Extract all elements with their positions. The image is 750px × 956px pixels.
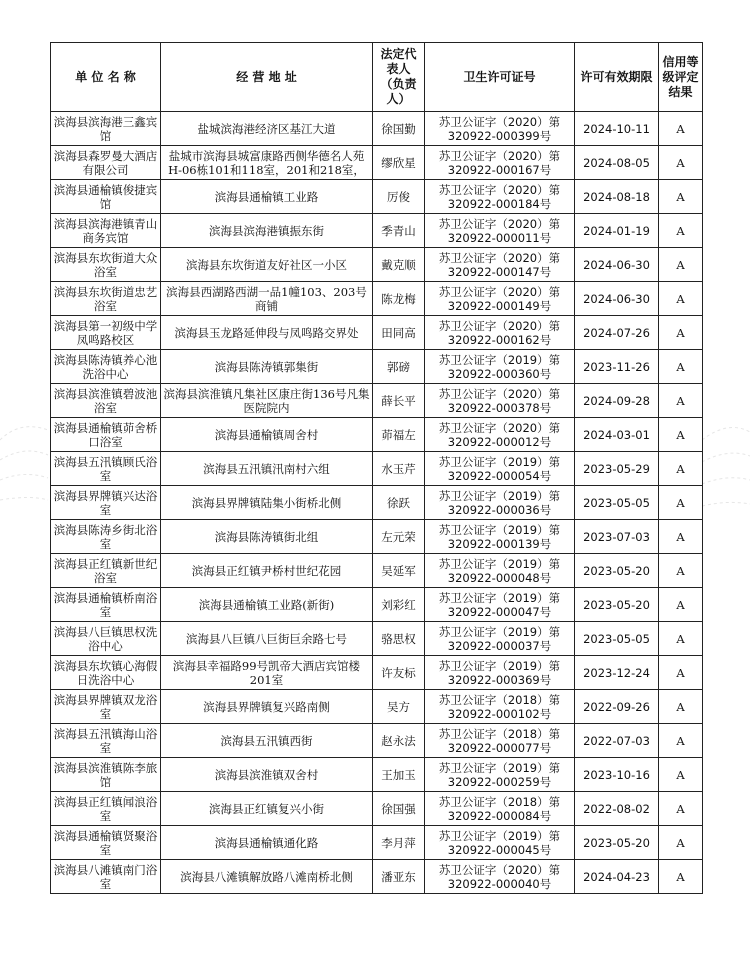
credit-grade-cell: A — [659, 248, 703, 282]
legal-person-cell: 左元荣 — [373, 520, 425, 554]
expiry-date-cell: 2023-05-20 — [575, 588, 659, 622]
unit-name-cell: 滨海县通榆镇桥南浴室 — [51, 588, 161, 622]
credit-grade-cell: A — [659, 758, 703, 792]
header-credit-grade: 信用等级评定结果 — [659, 43, 703, 112]
address-cell: 盐城滨海港经济区基江大道 — [161, 112, 373, 146]
table-row — [51, 214, 703, 248]
unit-name-cell: 滨海县八滩镇南门浴室 — [51, 860, 161, 894]
expiry-date-cell: 2023-12-24 — [575, 656, 659, 690]
legal-person-cell: 徐国勤 — [373, 112, 425, 146]
credit-grade-cell: A — [659, 724, 703, 758]
table-row — [51, 384, 703, 418]
expiry-date-cell: 2024-01-19 — [575, 214, 659, 248]
expiry-date-cell: 2023-05-05 — [575, 486, 659, 520]
credit-grade-cell: A — [659, 418, 703, 452]
expiry-date-cell: 2024-08-05 — [575, 146, 659, 180]
license-number-cell: 苏卫公证字（2019）第320922-000037号 — [425, 622, 575, 656]
legal-person-cell: 吴延军 — [373, 554, 425, 588]
table-row — [51, 690, 703, 724]
address-cell: 滨海县滨淮镇双舍村 — [161, 758, 373, 792]
unit-name-cell: 滨海县通榆镇贤聚浴室 — [51, 826, 161, 860]
unit-name-cell: 滨海县滨海港三鑫宾馆 — [51, 112, 161, 146]
expiry-date-cell: 2024-09-28 — [575, 384, 659, 418]
license-number-cell: 苏卫公证字（2018）第320922-000084号 — [425, 792, 575, 826]
expiry-date-cell: 2023-05-29 — [575, 452, 659, 486]
header-license-number: 卫生许可证号 — [425, 43, 575, 112]
expiry-date-cell: 2022-07-03 — [575, 724, 659, 758]
unit-name-cell: 滨海县东坎镇心海假日洗浴中心 — [51, 656, 161, 690]
unit-name-cell: 滨海县五汛镇顾氏浴室 — [51, 452, 161, 486]
address-cell: 滨海县正红镇复兴小街 — [161, 792, 373, 826]
table-row — [51, 622, 703, 656]
table-row — [51, 792, 703, 826]
expiry-date-cell: 2023-05-20 — [575, 554, 659, 588]
credit-grade-cell: A — [659, 622, 703, 656]
address-cell: 滨海县通榆镇周舍村 — [161, 418, 373, 452]
expiry-date-cell: 2024-07-26 — [575, 316, 659, 350]
unit-name-cell: 滨海县五汛镇海山浴室 — [51, 724, 161, 758]
address-cell: 滨海县通榆镇工业路(新街) — [161, 588, 373, 622]
table-header-row — [51, 43, 703, 112]
expiry-date-cell: 2022-08-02 — [575, 792, 659, 826]
table-row — [51, 418, 703, 452]
credit-grade-cell: A — [659, 520, 703, 554]
license-number-cell: 苏卫公证字（2018）第320922-000102号 — [425, 690, 575, 724]
license-number-cell: 苏卫公证字（2020）第320922-000162号 — [425, 316, 575, 350]
legal-person-cell: 刘彩红 — [373, 588, 425, 622]
unit-name-cell: 滨海县滨海港镇青山商务宾馆 — [51, 214, 161, 248]
expiry-date-cell: 2024-03-01 — [575, 418, 659, 452]
expiry-date-cell: 2023-11-26 — [575, 350, 659, 384]
unit-name-cell: 滨海县正红镇闻浪浴室 — [51, 792, 161, 826]
credit-grade-cell: A — [659, 350, 703, 384]
table-row — [51, 554, 703, 588]
address-cell: 滨海县陈涛镇街北组 — [161, 520, 373, 554]
legal-person-cell: 吴方 — [373, 690, 425, 724]
license-number-cell: 苏卫公证字（2019）第320922-000369号 — [425, 656, 575, 690]
unit-name-cell: 滨海县界牌镇双龙浴室 — [51, 690, 161, 724]
expiry-date-cell: 2023-10-16 — [575, 758, 659, 792]
table-row — [51, 452, 703, 486]
credit-grade-cell: A — [659, 860, 703, 894]
legal-person-cell: 赵永法 — [373, 724, 425, 758]
unit-name-cell: 滨海县东坎街道大众浴室 — [51, 248, 161, 282]
address-cell: 滨海县八巨镇八巨街巨余路七号 — [161, 622, 373, 656]
unit-name-cell: 滨海县通榆镇俊捷宾馆 — [51, 180, 161, 214]
credit-grade-cell: A — [659, 316, 703, 350]
address-cell: 滨海县界牌镇陆集小街桥北侧 — [161, 486, 373, 520]
header-address: 经 营 地 址 — [161, 43, 373, 112]
legal-person-cell: 郭磅 — [373, 350, 425, 384]
table-row — [51, 724, 703, 758]
expiry-date-cell: 2024-04-23 — [575, 860, 659, 894]
license-number-cell: 苏卫公证字（2020）第320922-000011号 — [425, 214, 575, 248]
legal-person-cell: 王加玉 — [373, 758, 425, 792]
legal-person-cell: 田同高 — [373, 316, 425, 350]
address-cell: 滨海县五汛镇汛南村六组 — [161, 452, 373, 486]
table-row — [51, 656, 703, 690]
address-cell: 滨海县滨海港镇振东街 — [161, 214, 373, 248]
license-number-cell: 苏卫公证字（2020）第320922-000399号 — [425, 112, 575, 146]
table-row — [51, 860, 703, 894]
address-cell: 滨海县滨淮镇凡集社区康庄街136号凡集医院院内 — [161, 384, 373, 418]
unit-name-cell: 滨海县森罗曼大酒店有限公司 — [51, 146, 161, 180]
legal-person-cell: 戴克顺 — [373, 248, 425, 282]
credit-grade-cell: A — [659, 826, 703, 860]
unit-name-cell: 滨海县滨淮镇陈李旅馆 — [51, 758, 161, 792]
credit-grade-cell: A — [659, 656, 703, 690]
header-legal-person: 法定代表人（负责人） — [373, 43, 425, 112]
license-number-cell: 苏卫公证字（2019）第320922-000045号 — [425, 826, 575, 860]
legal-person-cell: 潘亚东 — [373, 860, 425, 894]
expiry-date-cell: 2024-10-11 — [575, 112, 659, 146]
table-row — [51, 282, 703, 316]
unit-name-cell: 滨海县通榆镇茆舍桥口浴室 — [51, 418, 161, 452]
address-cell: 滨海县八滩镇解放路八滩南桥北侧 — [161, 860, 373, 894]
health-license-credit-table — [50, 42, 703, 894]
address-cell: 滨海县通榆镇工业路 — [161, 180, 373, 214]
address-cell: 滨海县幸福路99号凯帝大酒店宾馆楼201室 — [161, 656, 373, 690]
table-row — [51, 486, 703, 520]
legal-person-cell: 季青山 — [373, 214, 425, 248]
credit-grade-cell: A — [659, 690, 703, 724]
unit-name-cell: 滨海县第一初级中学凤鸣路校区 — [51, 316, 161, 350]
legal-person-cell: 徐跃 — [373, 486, 425, 520]
license-number-cell: 苏卫公证字（2020）第320922-000149号 — [425, 282, 575, 316]
unit-name-cell: 滨海县陈涛乡街北浴室 — [51, 520, 161, 554]
table-row — [51, 180, 703, 214]
legal-person-cell: 水玉芹 — [373, 452, 425, 486]
legal-person-cell: 徐国强 — [373, 792, 425, 826]
table-row — [51, 588, 703, 622]
header-unit-name: 单 位 名 称 — [51, 43, 161, 112]
credit-grade-cell: A — [659, 112, 703, 146]
credit-grade-cell: A — [659, 214, 703, 248]
credit-grade-cell: A — [659, 146, 703, 180]
unit-name-cell: 滨海县界牌镇兴达浴室 — [51, 486, 161, 520]
credit-grade-cell: A — [659, 452, 703, 486]
address-cell: 滨海县正红镇尹桥村世纪花园 — [161, 554, 373, 588]
legal-person-cell: 许友标 — [373, 656, 425, 690]
address-cell: 滨海县东坎街道友好社区一小区 — [161, 248, 373, 282]
address-cell: 滨海县通榆镇通化路 — [161, 826, 373, 860]
license-number-cell: 苏卫公证字（2020）第320922-000012号 — [425, 418, 575, 452]
legal-person-cell: 陈龙梅 — [373, 282, 425, 316]
expiry-date-cell: 2024-08-18 — [575, 180, 659, 214]
table-row — [51, 758, 703, 792]
expiry-date-cell: 2023-05-05 — [575, 622, 659, 656]
credit-grade-cell: A — [659, 180, 703, 214]
unit-name-cell: 滨海县八巨镇思权洗浴中心 — [51, 622, 161, 656]
license-number-cell: 苏卫公证字（2019）第320922-000047号 — [425, 588, 575, 622]
unit-name-cell: 滨海县陈涛镇养心池洗浴中心 — [51, 350, 161, 384]
license-number-cell: 苏卫公证字（2019）第320922-000054号 — [425, 452, 575, 486]
address-cell: 滨海县界牌镇复兴路南侧 — [161, 690, 373, 724]
license-number-cell: 苏卫公证字（2019）第320922-000259号 — [425, 758, 575, 792]
table-row — [51, 826, 703, 860]
unit-name-cell: 滨海县东坎街道忠艺浴室 — [51, 282, 161, 316]
address-cell: 滨海县西湖路西湖一品1幢103、203号商铺 — [161, 282, 373, 316]
license-number-cell: 苏卫公证字（2020）第320922-000378号 — [425, 384, 575, 418]
address-cell: 盐城市滨海县城富康路西侧华德名人苑H-06栋101和118室，201和218室， — [161, 146, 373, 180]
expiry-date-cell: 2023-07-03 — [575, 520, 659, 554]
license-number-cell: 苏卫公证字（2019）第320922-000360号 — [425, 350, 575, 384]
unit-name-cell: 滨海县正红镇新世纪浴室 — [51, 554, 161, 588]
expiry-date-cell: 2024-06-30 — [575, 282, 659, 316]
expiry-date-cell: 2022-09-26 — [575, 690, 659, 724]
unit-name-cell: 滨海县滨淮镇碧波池浴室 — [51, 384, 161, 418]
credit-grade-cell: A — [659, 486, 703, 520]
table-row — [51, 112, 703, 146]
address-cell: 滨海县玉龙路延伸段与凤鸣路交界处 — [161, 316, 373, 350]
license-number-cell: 苏卫公证字（2018）第320922-000077号 — [425, 724, 575, 758]
legal-person-cell: 骆思权 — [373, 622, 425, 656]
legal-person-cell: 薛长平 — [373, 384, 425, 418]
legal-person-cell: 李月萍 — [373, 826, 425, 860]
table-row — [51, 248, 703, 282]
credit-grade-cell: A — [659, 588, 703, 622]
credit-grade-cell: A — [659, 384, 703, 418]
expiry-date-cell: 2024-06-30 — [575, 248, 659, 282]
credit-grade-cell: A — [659, 554, 703, 588]
address-cell: 滨海县陈涛镇郭集街 — [161, 350, 373, 384]
license-number-cell: 苏卫公证字（2020）第320922-000040号 — [425, 860, 575, 894]
header-expiry: 许可有效期限 — [575, 43, 659, 112]
license-number-cell: 苏卫公证字（2020）第320922-000147号 — [425, 248, 575, 282]
credit-grade-cell: A — [659, 792, 703, 826]
license-number-cell: 苏卫公证字（2019）第320922-000048号 — [425, 554, 575, 588]
address-cell: 滨海县五汛镇西街 — [161, 724, 373, 758]
license-number-cell: 苏卫公证字（2019）第320922-000036号 — [425, 486, 575, 520]
license-number-cell: 苏卫公证字（2019）第320922-000139号 — [425, 520, 575, 554]
table-row — [51, 350, 703, 384]
legal-person-cell: 厉俊 — [373, 180, 425, 214]
legal-person-cell: 茆福左 — [373, 418, 425, 452]
legal-person-cell: 缪欣星 — [373, 146, 425, 180]
license-number-cell: 苏卫公证字（2020）第320922-000184号 — [425, 180, 575, 214]
table-row — [51, 520, 703, 554]
credit-grade-cell: A — [659, 282, 703, 316]
table-row — [51, 146, 703, 180]
expiry-date-cell: 2023-05-20 — [575, 826, 659, 860]
table-row — [51, 316, 703, 350]
license-number-cell: 苏卫公证字（2020）第320922-000167号 — [425, 146, 575, 180]
